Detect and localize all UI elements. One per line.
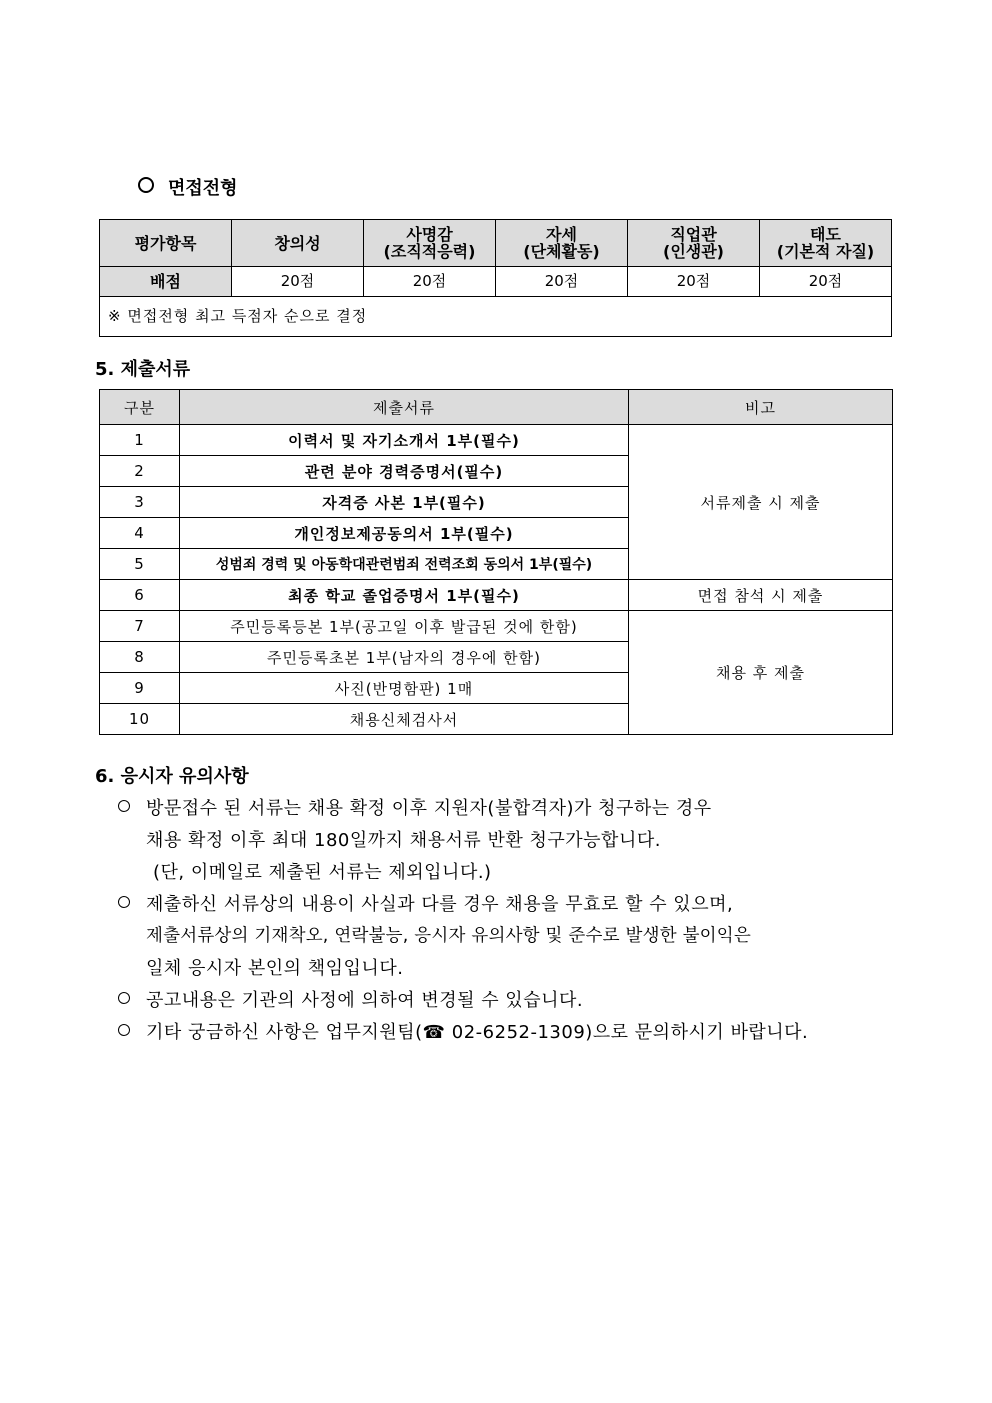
header-cell: 비고 <box>629 390 893 425</box>
circle-bullet-icon <box>138 177 154 193</box>
remark-cell: 서류제출 시 제출 <box>629 425 893 580</box>
document-name: 개인정보제공동의서 1부(필수) <box>180 518 629 549</box>
table-row <box>100 267 892 297</box>
circle-bullet-icon <box>118 896 130 908</box>
interview-note: ※ 면접전형 최고 득점자 순으로 결정 <box>100 297 892 337</box>
header-cell: 자세 (단체활동) <box>496 220 628 267</box>
score-cell: 20점 <box>628 267 760 297</box>
score-cell: 20점 <box>364 267 496 297</box>
header-cell: 태도 (기본적 자질) <box>760 220 892 267</box>
table-row <box>100 390 893 425</box>
interview-heading: 면접전형 <box>138 174 238 200</box>
note-line: 제출하신 서류상의 내용이 사실과 다를 경우 채용을 무효로 할 수 있으며, <box>118 890 733 916</box>
circle-bullet-icon <box>118 800 130 812</box>
row-number: 8 <box>100 642 180 673</box>
row-number: 5 <box>100 549 180 580</box>
section-title-docs: 5. 제출서류 <box>95 359 191 380</box>
row-number: 10 <box>100 704 180 735</box>
remark-cell: 채용 후 제출 <box>629 611 893 735</box>
circle-bullet-icon <box>118 1024 130 1036</box>
table-row <box>100 611 893 642</box>
score-cell: 20점 <box>496 267 628 297</box>
header-cell: 구분 <box>100 390 180 425</box>
interview-score-table <box>99 219 892 337</box>
document-name: 최종 학교 졸업증명서 1부(필수) <box>180 580 629 611</box>
note-line: (단, 이메일로 제출된 서류는 제외입니다.) <box>153 862 492 883</box>
header-cell: 제출서류 <box>180 390 629 425</box>
row-number: 6 <box>100 580 180 611</box>
row-number: 1 <box>100 425 180 456</box>
document-name: 자격증 사본 1부(필수) <box>180 487 629 518</box>
row-number: 3 <box>100 487 180 518</box>
row-label: 배점 <box>100 267 232 297</box>
document-name: 이력서 및 자기소개서 1부(필수) <box>180 425 629 456</box>
score-cell: 20점 <box>760 267 892 297</box>
document-name: 주민등록등본 1부(공고일 이후 발급된 것에 한함) <box>180 611 629 642</box>
score-cell: 20점 <box>232 267 364 297</box>
row-number: 2 <box>100 456 180 487</box>
header-cell: 평가항목 <box>100 220 232 267</box>
circle-bullet-icon <box>118 992 130 1004</box>
note-line: 일체 응시자 본인의 책임입니다. <box>146 958 404 979</box>
table-row <box>100 297 892 337</box>
note-line: 공고내용은 기관의 사정에 의하여 변경될 수 있습니다. <box>118 986 583 1012</box>
note-line: 제출서류상의 기재착오, 연락불능, 응시자 유의사항 및 준수로 발생한 불이익은 <box>146 926 751 946</box>
table-row <box>100 580 893 611</box>
row-number: 4 <box>100 518 180 549</box>
note-line: 채용 확정 이후 최대 180일까지 채용서류 반환 청구가능합니다. <box>146 830 661 851</box>
header-cell: 직업관 (인생관) <box>628 220 760 267</box>
note-line: 방문접수 된 서류는 채용 확정 이후 지원자(불합격자)가 청구하는 경우 <box>118 794 712 820</box>
remark-cell: 면접 참석 시 제출 <box>629 580 893 611</box>
documents-table <box>99 389 893 735</box>
table-row <box>100 220 892 267</box>
section-title-notes: 6. 응시자 유의사항 <box>95 766 249 787</box>
document-name: 주민등록초본 1부(남자의 경우에 한함) <box>180 642 629 673</box>
note-line: 기타 궁금하신 사항은 업무지원팀(☎ 02-6252-1309)으로 문의하시기 바랍니다. <box>118 1018 808 1044</box>
row-number: 7 <box>100 611 180 642</box>
document-name: 사진(반명함판) 1매 <box>180 673 629 704</box>
row-number: 9 <box>100 673 180 704</box>
document-name: 관련 분야 경력증명서(필수) <box>180 456 629 487</box>
table-row <box>100 425 893 456</box>
document-name: 채용신체검사서 <box>180 704 629 735</box>
document-name: 성범죄 경력 및 아동학대관련범죄 전력조회 동의서 1부(필수) <box>180 549 629 580</box>
header-cell: 사명감 (조직적응력) <box>364 220 496 267</box>
header-cell: 창의성 <box>232 220 364 267</box>
